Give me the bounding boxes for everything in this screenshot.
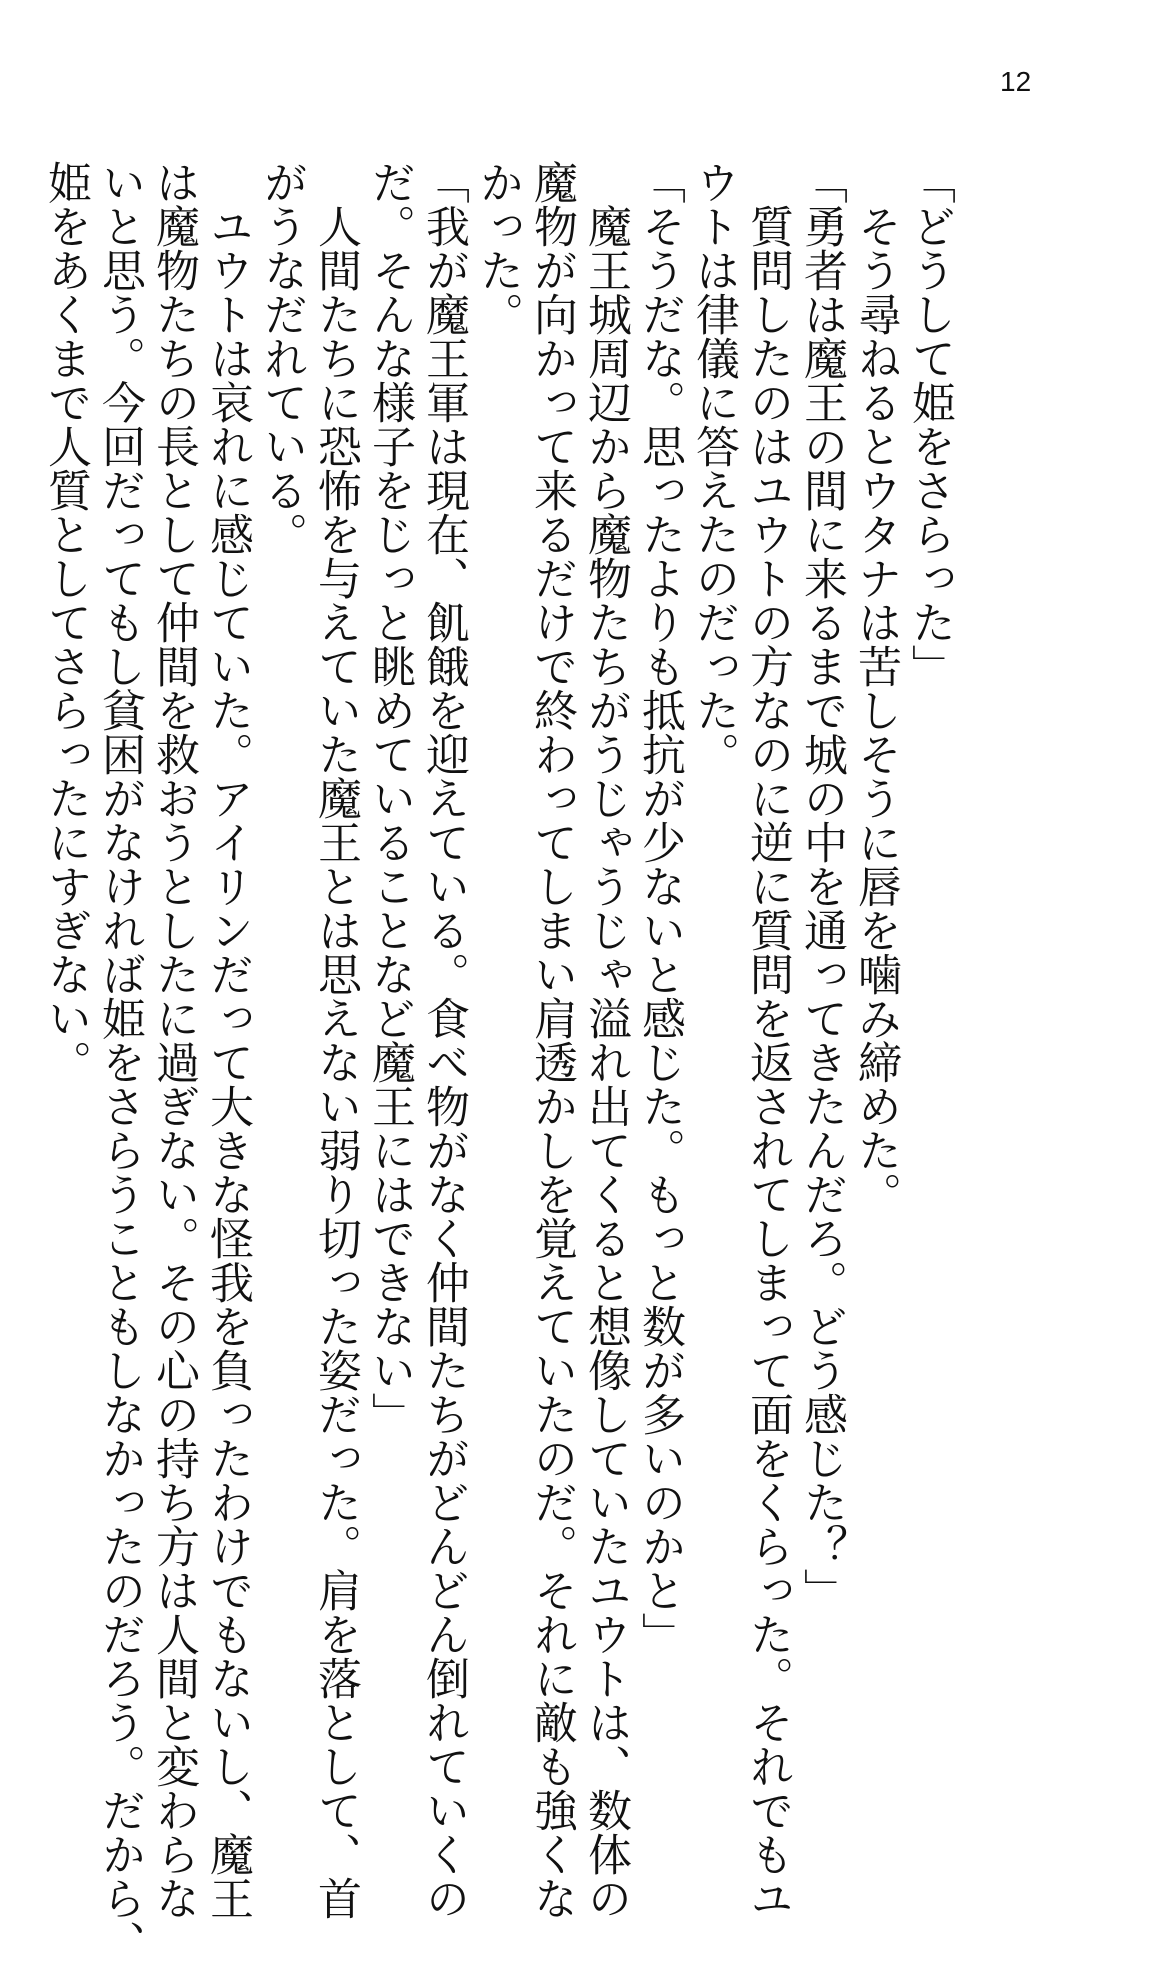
text-line: は魔物たちの長として仲間を救おうとしたに過ぎない。その心の持ち方は人間と変わらな	[148, 160, 199, 1920]
text-line: 魔王城周辺から魔物たちがうじゃうじゃ溢れ出てくると想像していたユウトは、数体の	[580, 160, 631, 1920]
text-line: いと思う。今回だってもし貧困がなければ姫をさらうこともしなかったのだろう。だから、	[94, 160, 145, 1964]
text-line: 質問したのはユウトの方なのに逆に質問を返されてしまって面をくらった。それでもユ	[742, 160, 793, 1920]
text-line: 「我が魔王軍は現在、飢餓を迎えている。食べ物がなく仲間たちがどんどん倒れていくの	[418, 160, 469, 1920]
text-line: かった。	[472, 160, 523, 336]
text-line: ユウトは哀れに感じていた。アイリンだって大きな怪我を負ったわけでもないし、魔王	[202, 160, 253, 1920]
text-line: 人間たちに恐怖を与えていた魔王とは思えない弱り切った姿だった。肩を落として、首	[310, 160, 361, 1920]
page-number: 12	[1000, 66, 1032, 97]
text-line: 「勇者は魔王の間に来るまで城の中を通ってきたんだろ。どう感じた？」	[796, 160, 847, 1612]
text-line: 「どうして姫をさらった」	[904, 160, 955, 688]
text-line: ウトは律儀に答えたのだった。	[688, 160, 739, 776]
text-line: そう尋ねるとウタナは苦しそうに唇を噛み締めた。	[850, 160, 901, 1216]
text-line: 魔物が向かって来るだけで終わってしまい肩透かしを覚えていたのだ。それに敵も強くな	[526, 160, 577, 1920]
text-line: 「そうだな。思ったよりも抵抗が少ないと感じた。もっと数が多いのかと」	[634, 160, 685, 1656]
novel-text-body	[38, 160, 956, 1964]
text-line: がうなだれている。	[256, 160, 307, 556]
text-line: だ。そんな様子をじっと眺めていることなど魔王にはできない」	[364, 160, 415, 1436]
text-line: 姫をあくまで人質としてさらったにすぎない。	[40, 160, 91, 1084]
